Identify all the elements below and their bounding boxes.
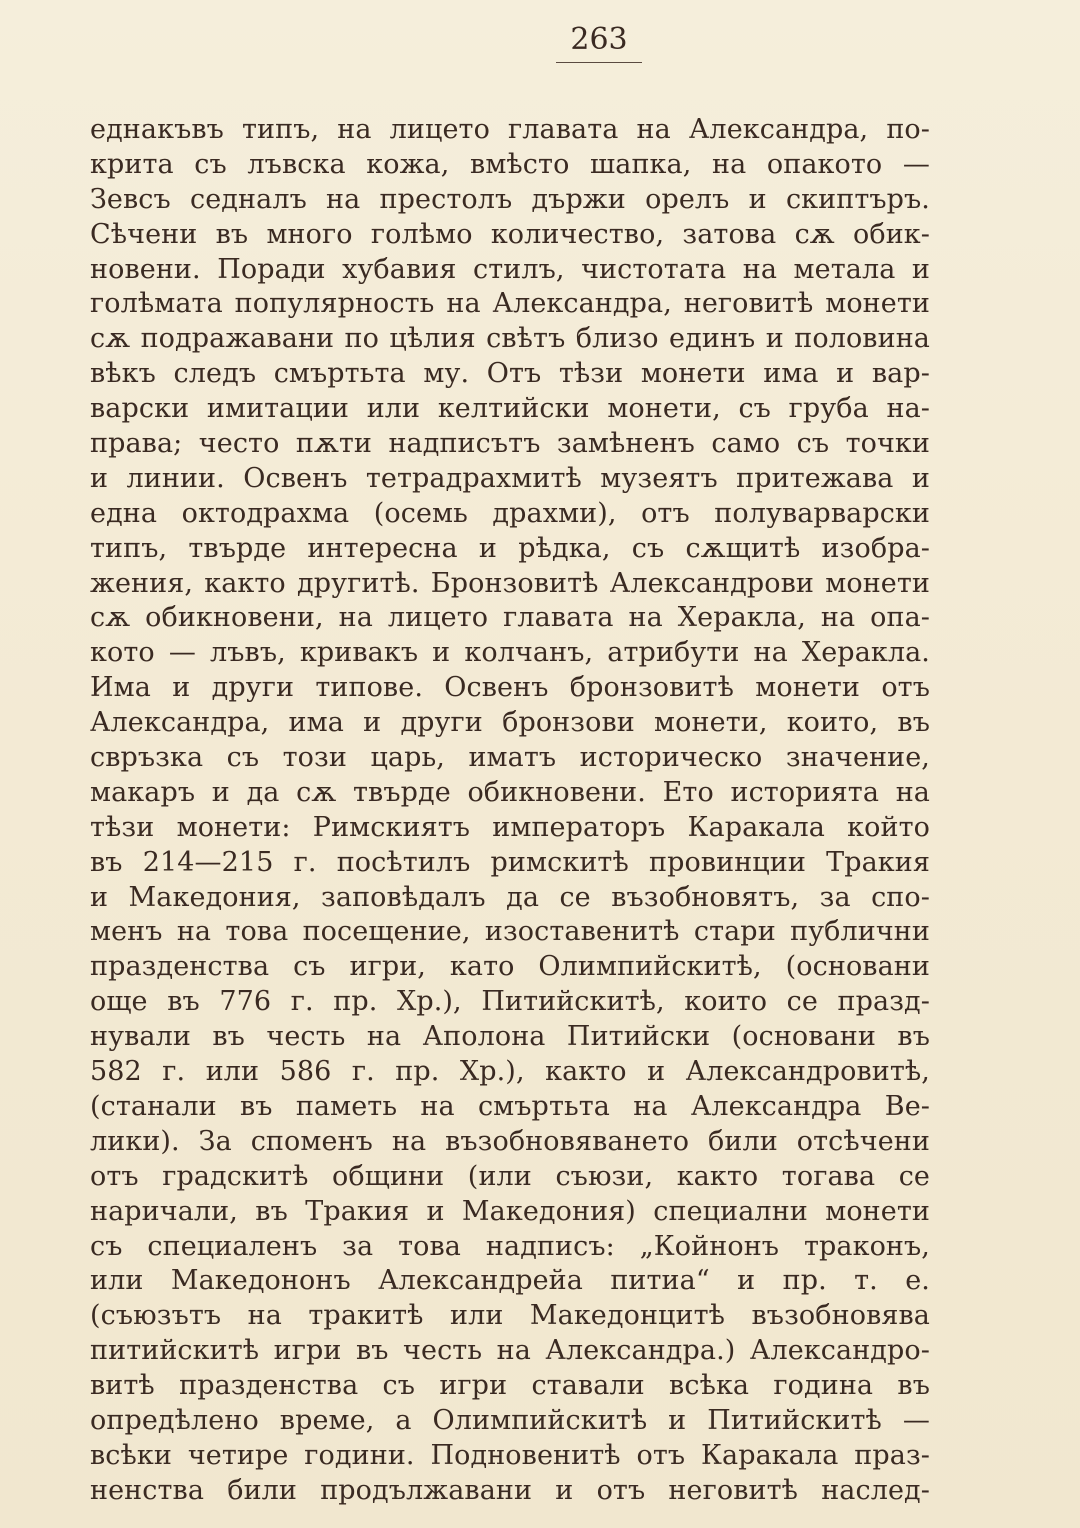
text-line: сѫ обикновени, на лицето главата на Херакла, на опа- [90, 602, 930, 634]
text-line: съ специаленъ за това надписъ: „Койнонъ траконъ, [90, 1230, 930, 1262]
text-line: новени. Поради хубавия стилъ, чистотата на метала и [90, 253, 930, 285]
text-line: питийскитѣ игри въ честь на Александра.) Александро- [90, 1335, 930, 1367]
text-line: и линии. Освенъ тетрадрахмитѣ музеятъ притежава и [90, 462, 930, 494]
text-line: (съюзътъ на тракитѣ или Македонцитѣ възобновява [90, 1300, 930, 1332]
text-line: още въ 776 г. пр. Хр.), Питийскитѣ, които се празд- [90, 986, 930, 1018]
text-line: Сѣчени въ много голѣмо количество, затова сѫ обик- [90, 218, 930, 250]
text-line: тѣзи монети: Римскиятъ императоръ Каракала който [90, 811, 930, 843]
text-line: ненства били продължавани и отъ неговитѣ наслед- [90, 1474, 930, 1506]
page-number: 263 [556, 18, 642, 63]
text-line: празденства съ игри, като Олимпийскитѣ, (основани [90, 951, 930, 983]
text-line: кото — лъвъ, кривакъ и колчанъ, атрибути на Херакла. [90, 637, 930, 669]
text-line: лики). За споменъ на възобновяването били отсѣчени [90, 1125, 930, 1157]
text-line: голѣмата популярность на Александра, неговитѣ монети [90, 288, 930, 320]
text-line: еднакъвъ типъ, на лицето главата на Александра, по- [90, 114, 930, 145]
text-line: менъ на това посещение, изоставенитѣ стари публични [90, 916, 930, 948]
text-line: опредѣлено време, а Олимпийскитѣ и Питийскитѣ — [90, 1404, 930, 1436]
text-line: свръзка съ този царь, иматъ историческо значение, [90, 742, 930, 774]
text-line: варски имитации или келтийски монети, съ груба на- [90, 393, 930, 425]
text-line: Има и други типове. Освенъ бронзовитѣ монети отъ [90, 672, 930, 704]
text-line: крита съ лъвска кожа, вмѣсто шапка, на опакото — [90, 148, 930, 180]
text-line: витѣ празденства съ игри ставали всѣка година въ [90, 1370, 930, 1402]
page-body-text [90, 113, 930, 1509]
text-line: всѣки четире години. Подновенитѣ отъ Каракала праз- [90, 1439, 930, 1471]
text-line: наричали, въ Тракия и Македония) специални монети [90, 1195, 930, 1227]
text-line: макаръ и да сѫ твърде обикновени. Ето историята на [90, 776, 930, 808]
text-line: отъ градскитѣ общини (или съюзи, както тогава се [90, 1160, 930, 1192]
text-line: сѫ подражавани по цѣлия свѣтъ близо единъ и половина [90, 323, 930, 355]
text-line: нували въ честь на Аполона Питийски (основани въ [90, 1021, 930, 1053]
text-line: типъ, твърде интересна и рѣдка, съ сѫщитѣ изобра- [90, 532, 930, 564]
text-line: жения, както другитѣ. Бронзовитѣ Александрови монети [90, 567, 930, 599]
text-line: (станали въ паметь на смъртьта на Александра Ве- [90, 1090, 930, 1122]
text-line: или Македононъ Александрейа питиа“ и пр. т. е. [90, 1265, 930, 1297]
text-line: права; често пѫти надписътъ замѣненъ само съ точки [90, 428, 930, 460]
text-line: Александра, има и други бронзови монети, които, въ [90, 707, 930, 739]
text-line: 582 г. или 586 г. пр. Хр.), както и Александровитѣ, [90, 1056, 930, 1088]
text-line: Зевсъ седналъ на престолъ държи орелъ и скиптъръ. [90, 183, 930, 215]
text-line: и Македония, заповѣдалъ да се възобновятъ, за спо- [90, 881, 930, 913]
text-line: въ 214—215 г. посѣтилъ римскитѣ провинции Тракия [90, 846, 930, 878]
text-line: една октодрахма (осемь драхми), отъ полуварварски [90, 497, 930, 529]
text-line: вѣкъ следъ смъртьта му. Отъ тѣзи монети има и вар- [90, 358, 930, 390]
